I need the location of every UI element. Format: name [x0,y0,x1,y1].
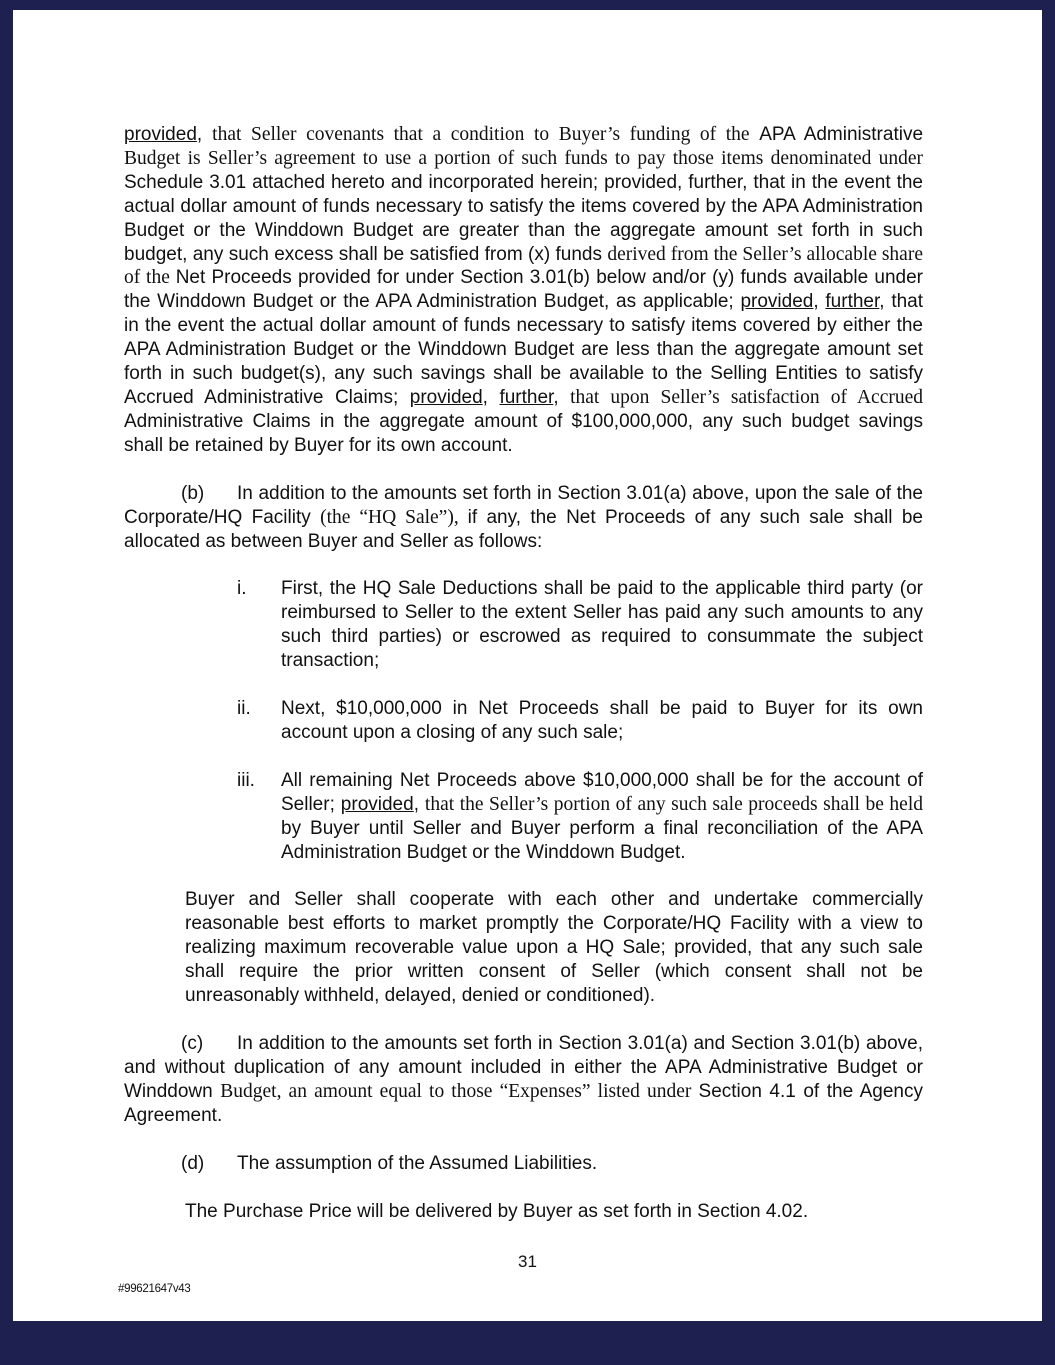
text-run: Next, $10,000,000 in Net Proceeds shall be paid to Buyer for its own account upon a closing of any such sale; [281,698,923,743]
text-run: derived from the Seller’s allocable share of the [124,243,923,289]
text-run: , [196,124,213,145]
text-run: Administrative Claims in the aggregate amount of $100,000,000, any such budget savings shall be retained by Buyer for its own account. [124,410,923,456]
text-run: that Seller covenants that a condition to Buyer’s funding of the [212,124,760,145]
list-item-i [237,577,923,673]
text-run: , [813,291,826,313]
para-d-label: (d) [181,1152,205,1174]
text-run: Budget, an amount equal to those “Expenses” listed under [220,1080,699,1102]
text-run: , [553,386,571,408]
para-b-label: (b) [181,482,205,504]
text-run: that upon Seller’s satisfaction of Accrued [570,386,924,408]
list-item-iii [237,769,924,865]
text-run: The Purchase Price will be delivered by Buyer as set forth in Section 4.02. [185,1200,809,1222]
text-run: Budget is Seller’s agreement to use a portion of such funds to pay those items denominated under [124,147,923,169]
para-b [124,482,923,554]
text-run: if any, the Net Proceeds of any such sale shall be allocated as between Buyer and Seller as follows: [124,506,924,552]
text-run: that the Seller’s portion of any such sale proceeds shall be held [424,793,924,815]
text-run: , [482,386,500,408]
list-item-i-label: i. [237,578,247,600]
text-run: Section 4.1 of the Agency Agreement. [124,1080,923,1126]
text-run: provided [740,291,814,313]
para-a-continuation [124,123,923,458]
para-cooperation [185,888,923,1008]
document-body [13,10,1042,1247]
para-d [124,1152,923,1176]
text-run: In addition to the amounts set forth in Section 3.01(a) above, upon the sale of the Corporate/HQ Facility [124,482,923,528]
text-run: Net Proceeds provided for under Section 3.01(b) below and/or (y) funds available under the Winddown Budget or the APA Administration Budget, as applicable; [124,267,923,313]
text-run: by Buyer until Seller and Buyer perform a final reconciliation of the APA Administration Budget or the Winddown Budget. [281,817,923,863]
text-run: provided [409,386,483,408]
text-run: , [413,793,425,815]
para-c-label: (c) [181,1033,204,1054]
text-run: APA Administrative [759,124,924,145]
list-item-ii [237,697,923,745]
text-run: provided [124,124,197,145]
text-run: (the “HQ Sale”), [320,506,468,528]
text-run: Schedule 3.01 attached hereto and incorporated herein; provided, further, that in the event the actual dollar amount of funds necessary to satisfy the items covered by the APA Administration Budget or the Winddown Budget are greater than the aggregate amount set forth in such budget, any such excess shall be satisfied from (x) funds [124,171,923,265]
text-run: The assumption of the Assumed Liabilities. [237,1152,598,1174]
para-c [124,1032,923,1128]
para-purchase-price [185,1200,923,1224]
text-run: further [825,291,880,313]
text-run: provided [340,793,414,815]
list-item-ii-label: ii. [237,698,251,720]
text-run: First, the HQ Sale Deductions shall be paid to the applicable third party (or reimbursed to Seller to the extent Seller has paid any such amounts to any such third parties) or escrowed as required to consummate the subject transaction; [281,578,923,672]
document-id-stamp: #99621647v43 [118,1283,191,1295]
text-run: In addition to the amounts set forth in Section 3.01(a) and Section 3.01(b) above, and without duplication of any amount included in either the APA Administrative Budget or Winddown [124,1033,923,1102]
paper-sheet [13,10,1042,1321]
text-run: Buyer and Seller shall cooperate with each other and undertake commercially reasonable best efforts to market promptly the Corporate/HQ Facility with a view to realizing maximum recoverable value upon a HQ Sale; provided, that any such sale shall require the prior written consent of Seller (which consent shall not be unreasonably withheld, delayed, denied or conditioned). [185,889,923,1007]
list-item-iii-label: iii. [237,769,255,791]
text-run: , that in the event the actual dollar amount of funds necessary to satisfy items covered by either the APA Administration Budget or the Winddown Budget are less than the aggregate amount set forth in such budget(s), any such savings shall be available to the Selling Entities to satisfy Accrued Administrative Claims; [124,291,924,408]
text-run: All remaining Net Proceeds above $10,000,000 shall be for the account of Seller; [281,769,923,815]
page-number: 31 [518,1252,537,1271]
text-run: further [499,386,554,408]
